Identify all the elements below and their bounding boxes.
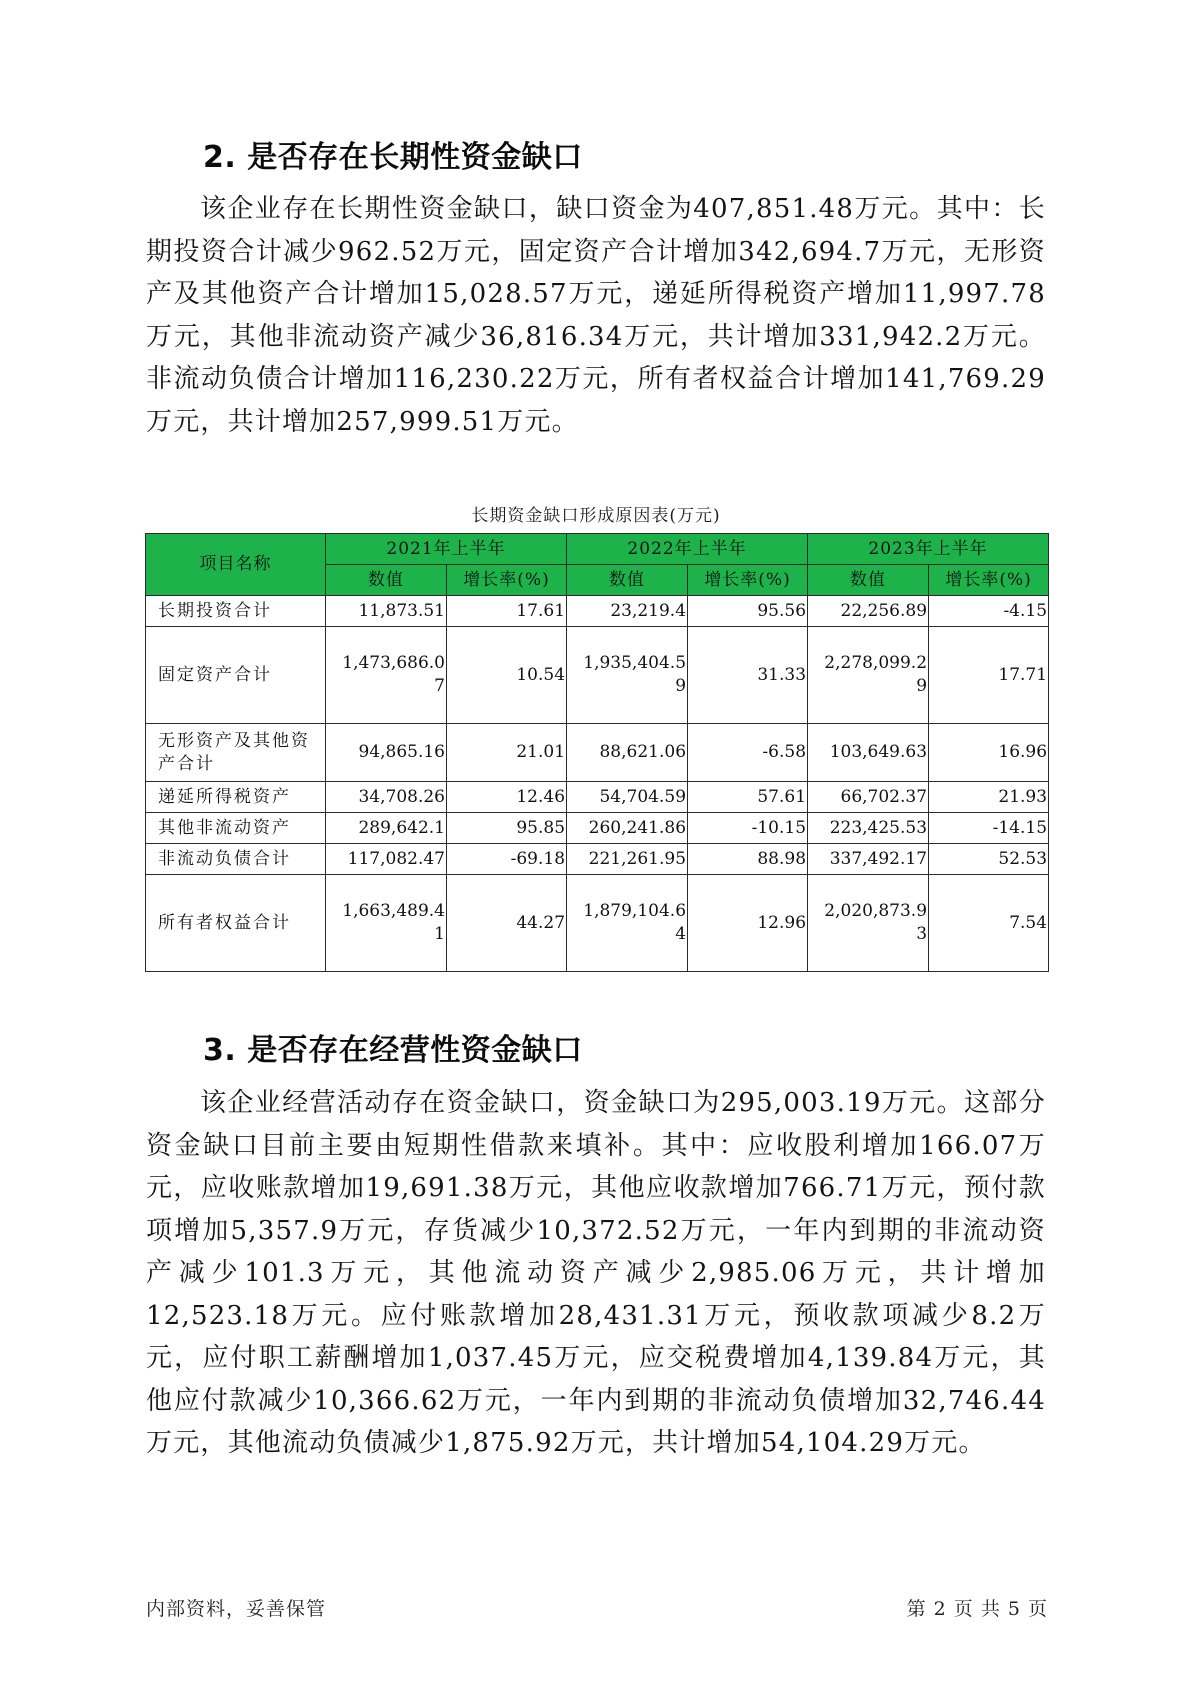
- value-cell: 289,642.1: [326, 813, 447, 844]
- value-cell: 34,708.26: [326, 782, 447, 813]
- rate-cell: 17.61: [447, 596, 567, 627]
- table-row: [146, 596, 1049, 627]
- value-header: 数值: [326, 565, 447, 596]
- table-caption: 长期资金缺口形成原因表(万元): [471, 506, 721, 526]
- rate-cell: -14.15: [929, 813, 1049, 844]
- footer-page-number: 第 2 页 共 5 页: [906, 1598, 1048, 1620]
- section-3-heading: 3. 是否存在经营性资金缺口: [203, 1033, 583, 1068]
- value-cell: 1,663,489.41: [326, 875, 447, 972]
- table-row: [146, 844, 1049, 875]
- footer-confidentiality-note: 内部资料，妥善保管: [146, 1598, 327, 1620]
- rate-cell: 12.46: [447, 782, 567, 813]
- growth-rate-header: 增长率(%): [929, 565, 1049, 596]
- item-name-header: 项目名称: [146, 534, 326, 596]
- table-row: [146, 813, 1049, 844]
- rate-cell: -6.58: [688, 724, 808, 782]
- value-cell: 117,082.47: [326, 844, 447, 875]
- rate-cell: 88.98: [688, 844, 808, 875]
- row-label: 非流动负债合计: [146, 844, 326, 875]
- rate-cell: 44.27: [447, 875, 567, 972]
- value-cell: 1,935,404.59: [567, 627, 688, 724]
- value-cell: 94,865.16: [326, 724, 447, 782]
- rate-cell: 95.85: [447, 813, 567, 844]
- rate-cell: 52.53: [929, 844, 1049, 875]
- rate-cell: 16.96: [929, 724, 1049, 782]
- value-header: 数值: [567, 565, 688, 596]
- table-row: [146, 724, 1049, 782]
- value-cell: 88,621.06: [567, 724, 688, 782]
- rate-cell: 57.61: [688, 782, 808, 813]
- value-header: 数值: [808, 565, 929, 596]
- rate-cell: -69.18: [447, 844, 567, 875]
- value-cell: 221,261.95: [567, 844, 688, 875]
- row-label: 递延所得税资产: [146, 782, 326, 813]
- period-header-2023: 2023年上半年: [808, 534, 1049, 565]
- rate-cell: 21.01: [447, 724, 567, 782]
- row-label: 所有者权益合计: [146, 875, 326, 972]
- section-3-paragraph: 该企业经营活动存在资金缺口，资金缺口为295,003.19万元。这部分资金缺口目前主要由短期性借款来填补。其中：应收股利增加166.07万元，应收账款增加19,691.38万元，其他应收款增加766.71万元，预付款项增加5,357.9万元，存货减少10,372.52万元，一年内到期的非流动资产减少101.3万元，其他流动资产减少2,985.06万元，共计增加12,523.18万元。应付账款增加28,431.31万元，预收款项减少8.2万元，应付职工薪酬增加1,037.45万元，应交税费增加4,139.84万元，其他应付款减少10,366.62万元，一年内到期的非流动负债增加32,746.44万元，其他流动负债减少1,875.92万元，共计增加54,104.29万元。: [146, 1088, 1046, 1458]
- row-label: 固定资产合计: [146, 627, 326, 724]
- value-cell: 23,219.4: [567, 596, 688, 627]
- value-cell: 66,702.37: [808, 782, 929, 813]
- table-row: [146, 782, 1049, 813]
- value-cell: 103,649.63: [808, 724, 929, 782]
- growth-rate-header: 增长率(%): [688, 565, 808, 596]
- section-2-heading: 2. 是否存在长期性资金缺口: [203, 140, 583, 175]
- period-header-2021: 2021年上半年: [326, 534, 567, 565]
- long-term-funding-gap-table: [145, 533, 1049, 972]
- rate-cell: 10.54: [447, 627, 567, 724]
- rate-cell: 31.33: [688, 627, 808, 724]
- rate-cell: 17.71: [929, 627, 1049, 724]
- row-label: 长期投资合计: [146, 596, 326, 627]
- growth-rate-header: 增长率(%): [447, 565, 567, 596]
- period-header-2022: 2022年上半年: [567, 534, 808, 565]
- rate-cell: 21.93: [929, 782, 1049, 813]
- table-row: [146, 875, 1049, 972]
- rate-cell: 7.54: [929, 875, 1049, 972]
- value-cell: 2,278,099.29: [808, 627, 929, 724]
- rate-cell: 12.96: [688, 875, 808, 972]
- rate-cell: 95.56: [688, 596, 808, 627]
- rate-cell: -10.15: [688, 813, 808, 844]
- row-label: 无形资产及其他资产合计: [146, 724, 326, 782]
- value-cell: 1,473,686.07: [326, 627, 447, 724]
- value-cell: 337,492.17: [808, 844, 929, 875]
- table-row: [146, 627, 1049, 724]
- value-cell: 260,241.86: [567, 813, 688, 844]
- row-label: 其他非流动资产: [146, 813, 326, 844]
- value-cell: 54,704.59: [567, 782, 688, 813]
- value-cell: 2,020,873.93: [808, 875, 929, 972]
- value-cell: 22,256.89: [808, 596, 929, 627]
- value-cell: 11,873.51: [326, 596, 447, 627]
- section-2-paragraph: 该企业存在长期性资金缺口，缺口资金为407,851.48万元。其中：长期投资合计减少962.52万元，固定资产合计增加342,694.7万元，无形资产及其他资产合计增加15,028.57万元，递延所得税资产增加11,997.78万元，其他非流动资产减少36,816.34万元，共计增加331,942.2万元。非流动负债合计增加116,230.22万元，所有者权益合计增加141,769.29万元，共计增加257,999.51万元。: [146, 194, 1046, 437]
- value-cell: 223,425.53: [808, 813, 929, 844]
- value-cell: 1,879,104.64: [567, 875, 688, 972]
- rate-cell: -4.15: [929, 596, 1049, 627]
